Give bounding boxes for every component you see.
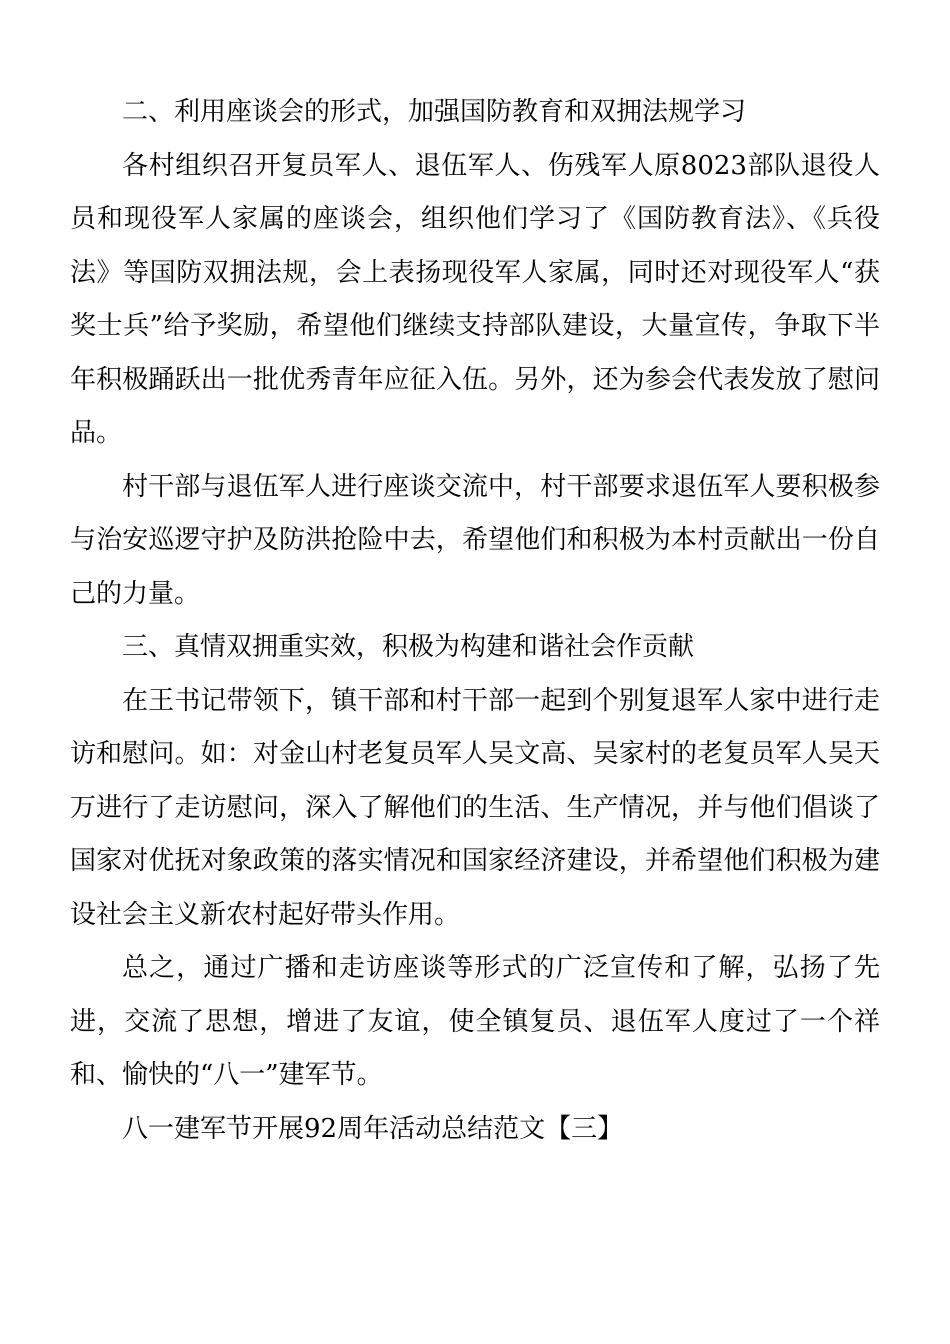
- body-paragraph: 总之，通过广播和走访座谈等形式的广泛宣传和了解，弘扬了先进，交流了思想，增进了友谊，使全镇复员、退伍军人度过了一个祥和、愉快的“八一”建军节。: [70, 953, 880, 1090]
- body-paragraph: 各村组织召开复员军人、退伍军人、伤残军人原8023部队退役人员和现役军人家属的座谈会，组织他们学习了《国防教育法》、《兵役法》等国防双拥法规，会上表扬现役军人家属，同时还对现役军人“获奖士兵”给予奖励，希望他们继续支持部队建设，大量宣传，争取下半年积极踊跃出一批优秀青年应征入伍。另外，还为参会代表发放了慰问品。: [70, 150, 880, 448]
- section-heading-3: 三、真情双拥重实效，积极为构建和谐社会作贡献: [122, 632, 695, 662]
- section-heading-2: 二、利用座谈会的形式，加强国防教育和双拥法规学习: [122, 97, 747, 127]
- body-paragraph: 村干部与退伍军人进行座谈交流中，村干部要求退伍军人要积极参与治安巡逻守护及防洪抢险中去，希望他们和积极为本村贡献出一份自己的力量。: [70, 471, 880, 609]
- next-article-title: 八一建军节开展92周年活动总结范文【三】: [122, 1113, 624, 1144]
- body-paragraph: 在王书记带领下，镇干部和村干部一起到个别复退军人家中进行走访和慰问。如：对金山村老复员军人吴文高、吴家村的老复员军人吴天万进行了走访慰问，深入了解他们的生活、生产情况，并与他们倡谈了国家对优抚对象政策的落实情况和国家经济建设，并希望他们积极为建设社会主义新农村起好带头作用。: [70, 685, 880, 930]
- document-page: [70, 86, 880, 1156]
